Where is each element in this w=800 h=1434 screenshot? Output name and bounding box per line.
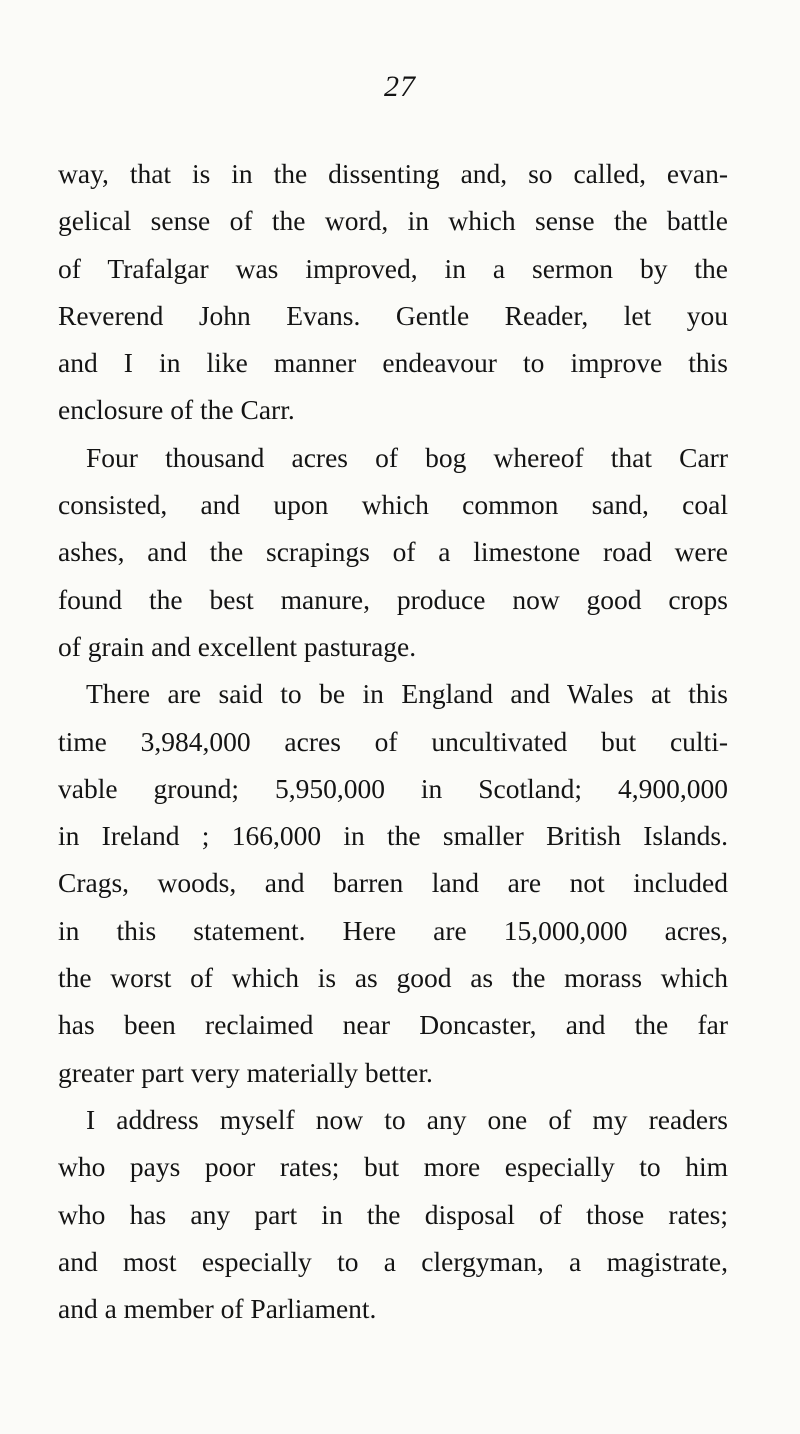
text-line: enclosure of the Carr. [58, 394, 295, 426]
text-line: of grain and excellent pasturage. [58, 630, 417, 662]
text-line: time 3,984,000 acres of uncultivated but culti- [58, 725, 728, 757]
text-line: found the best manure, produce now good crops [58, 583, 728, 615]
text-line: and I in like manner endeavour to improve this [58, 347, 728, 379]
text-line: the worst of which is as good as the morass which [58, 962, 728, 994]
text-line: has been reclaimed near Doncaster, and the far [58, 1009, 728, 1041]
text-line: consisted, and upon which common sand, coal [58, 489, 728, 521]
paragraph-start-line: There are said to be in England and Wales at this [86, 678, 728, 710]
paragraph-start-line: I address myself now to any one of my readers [86, 1103, 728, 1135]
text-line: who pays poor rates; but more especially to him [58, 1151, 728, 1183]
text-line: of Trafalgar was improved, in a sermon by the [58, 252, 728, 284]
text-line: gelical sense of the word, in which sense the battle [58, 205, 728, 237]
paragraph-start-line: Four thousand acres of bog whereof that Carr [86, 441, 728, 473]
text-line: way, that is in the dissenting and, so called, evan- [58, 158, 728, 189]
text-line: and most especially to a clergyman, a magistrate, [58, 1245, 728, 1277]
text-line: Reverend John Evans. Gentle Reader, let you [58, 299, 728, 331]
text-line: Crags, woods, and barren land are not included [58, 867, 728, 899]
text-line: in this statement. Here are 15,000,000 acres, [58, 914, 728, 946]
text-line: in Ireland ; 166,000 in the smaller British Islands. [58, 820, 728, 852]
text-line: vable ground; 5,950,000 in Scotland; 4,900,000 [58, 772, 728, 804]
text-line: who has any part in the disposal of those rates; [58, 1198, 728, 1230]
body-text [58, 150, 728, 1332]
text-line: ashes, and the scrapings of a limestone road were [58, 536, 728, 568]
text-line: greater part very materially better. [58, 1056, 433, 1088]
page-number: 27 [384, 70, 416, 103]
text-line: and a member of Parliament. [58, 1293, 377, 1325]
